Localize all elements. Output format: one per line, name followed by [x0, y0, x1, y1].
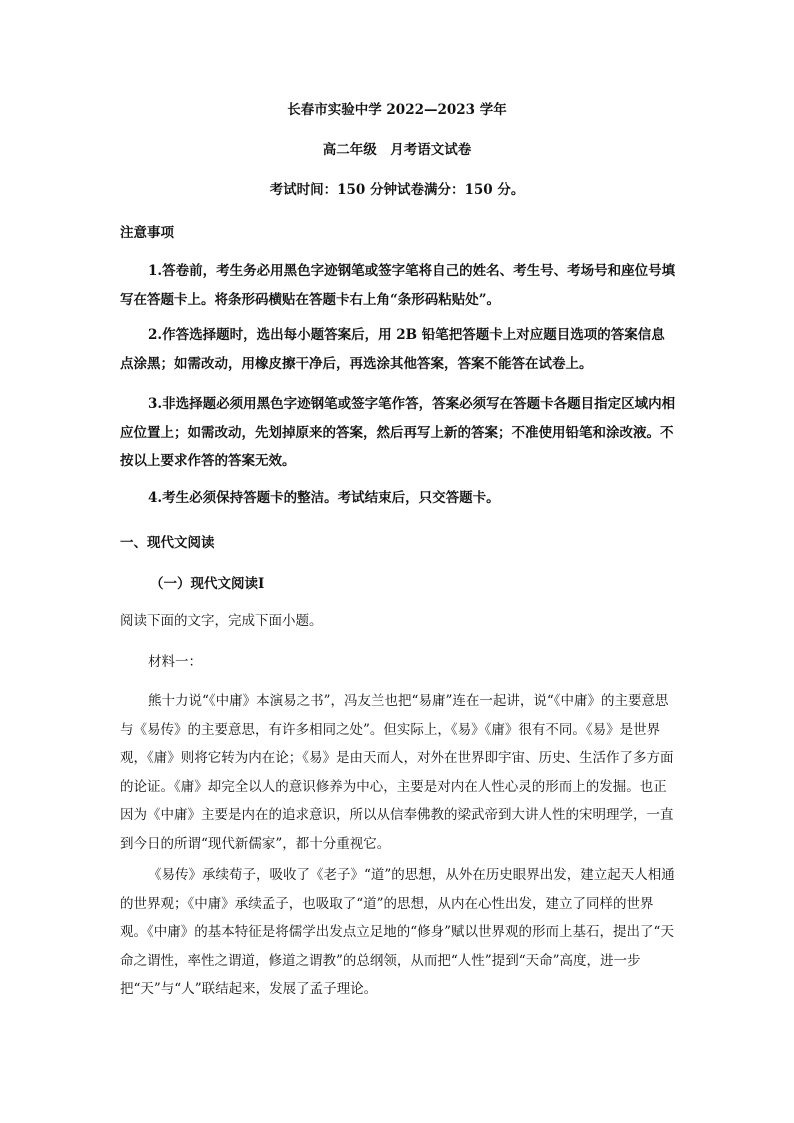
reading-instruction: 阅读下面的文字，完成下面小题。 [120, 613, 323, 629]
section-heading: 一、现代文阅读 [120, 535, 215, 551]
exam-title: 长春市实验中学 2022—2023 学年 [287, 102, 507, 118]
material-paragraph: 《易传》承续荀子，吸收了《老子》“道”的思想，从外在历史眼界出发，建立起天人相通的世界观；《中庸》承续孟子，也吸取了“道”的思想，从内在心性出发，建立了同样的世界观。《中庸》的基本特征是将儒学出发点立足地的“修身”赋以世界观的形而上基石，提出了“天命之谓性，率性之谓道，修道之谓教”的总纲领，从而把“人性”提到“天命”高度，进一步把“天”与“人”联结起来，发展了孟子理论。 [120, 867, 675, 997]
material-label: 材料一： [148, 654, 202, 670]
exam-subtitle: 高二年级 月考语文试卷 [322, 142, 472, 158]
notice-heading: 注意事项 [120, 225, 174, 241]
notice-item: 4.考生必须保持答题卡的整洁。考试结束后，只交答题卡。 [148, 490, 500, 506]
notice-item: 2.作答选择题时，选出每小题答案后，用 2B 铅笔把答题卡上对应题目选项的答案信息点涂黑；如需改动，用橡皮擦干净后，再选涂其他答案，答案不能答在试卷上。 [120, 327, 665, 372]
exam-info: 考试时间：150 分钟试卷满分：150 分。 [269, 182, 525, 198]
material-paragraph: 熊十力说“《中庸》本演易之书”，冯友兰也把“易庸”连在一起讲，说“《中庸》的主要意思与《易传》的主要意思，有许多相同之处”。但实际上，《易》《庸》很有不同。《易》是世界观，《庸》则将它转为内在论；《易》是由天而人，对外在世界即宇宙、历史、生活作了多方面的论证。《庸》却完全以人的意识修养为中心，主要是对内在人性心灵的形而上的发掘。也正因为《中庸》主要是内在的追求意识，所以从信奉佛教的梁武帝到大讲人性的宋明理学，一直到今日的所谓“现代新儒家”，都十分重视它。 [120, 693, 674, 852]
notice-item: 3.非选择题必须用黑色字迹钢笔或签字笔作答，答案必须写在答题卡各题目指定区域内相应位置上；如需改动，先划掉原来的答案，然后再写上新的答案；不准使用铅笔和涂改液。不按以上要求作答的答案无效。 [120, 396, 676, 469]
notice-item: 1.答卷前，考生务必用黑色字迹钢笔或签字笔将自己的姓名、考生号、考场号和座位号填写在答题卡上。将条形码横贴在答题卡右上角“条形码粘贴处”。 [120, 263, 676, 308]
section-subheading: （一）现代文阅读Ⅰ [150, 576, 265, 592]
